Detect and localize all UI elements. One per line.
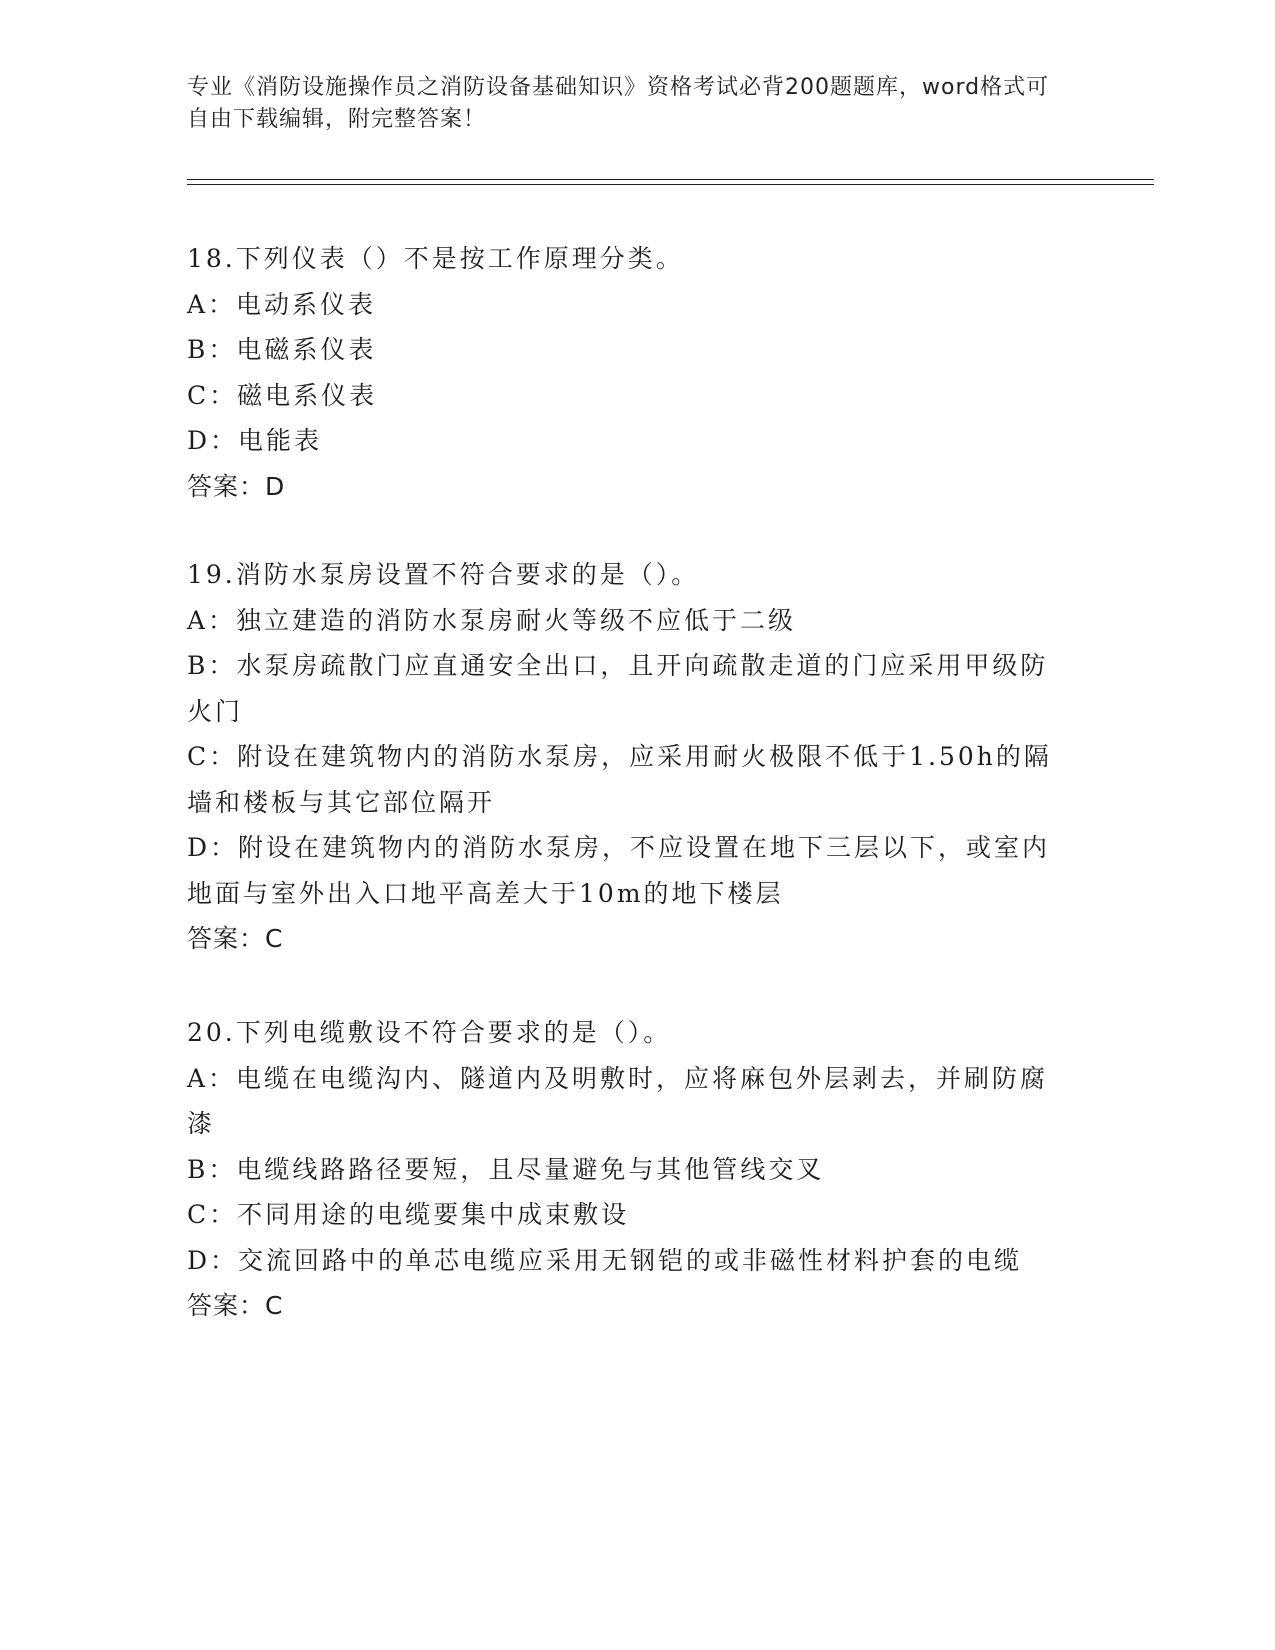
question-19 xyxy=(187,552,1067,962)
option-b: B：电缆线路路径要短，且尽量避免与其他管线交叉 xyxy=(187,1154,825,1184)
option-b: B：电磁系仪表 xyxy=(187,335,377,364)
header-text: 专业《消防设施操作员之消防设备基础知识》资格考试必背200题题库，word格式可自由下载编辑，附完整答案！ xyxy=(187,75,1050,132)
option-c: C：磁电系仪表 xyxy=(187,380,378,410)
question-stem: 20.下列电缆敷设不符合要求的是（）。 xyxy=(187,1018,672,1047)
option-b: B：水泵房疏散门应直通安全出口，且开向疏散走道的门应采用甲级防火门 xyxy=(187,651,1049,726)
answer: 答案：C xyxy=(187,924,284,953)
option-a: A：独立建造的消防水泵房耐火等级不应低于二级 xyxy=(187,605,797,635)
header-divider-top xyxy=(187,179,1154,180)
option-a: A：电缆在电缆沟内、隧道内及明敷时，应将麻包外层剥去，并刷防腐漆 xyxy=(187,1063,1049,1138)
option-c: C：不同用途的电缆要集中成束敷设 xyxy=(187,1200,630,1229)
option-c: C：附设在建筑物内的消防水泵房，应采用耐火极限不低于1.50h的隔墙和楼板与其它部位隔开 xyxy=(187,742,1052,817)
question-stem: 19.消防水泵房设置不符合要求的是（）。 xyxy=(187,560,700,589)
answer: 答案：C xyxy=(187,1291,284,1320)
option-a: A：电动系仪表 xyxy=(187,289,377,319)
question-18 xyxy=(187,236,1067,509)
document-header xyxy=(187,72,1067,136)
option-d: D：附设在建筑物内的消防水泵房，不应设置在地下三层以下，或室内地面与室外出入口地平高差大于10m的地下楼层 xyxy=(187,833,1051,908)
question-20 xyxy=(187,1010,1067,1329)
option-d: D：电能表 xyxy=(187,426,323,455)
question-stem: 18.下列仪表（）不是按工作原理分类。 xyxy=(187,244,684,273)
option-d: D：交流回路中的单芯电缆应采用无钢铠的或非磁性材料护套的电缆 xyxy=(187,1245,1023,1275)
answer: 答案：D xyxy=(187,471,286,501)
header-divider-bottom xyxy=(187,184,1154,185)
